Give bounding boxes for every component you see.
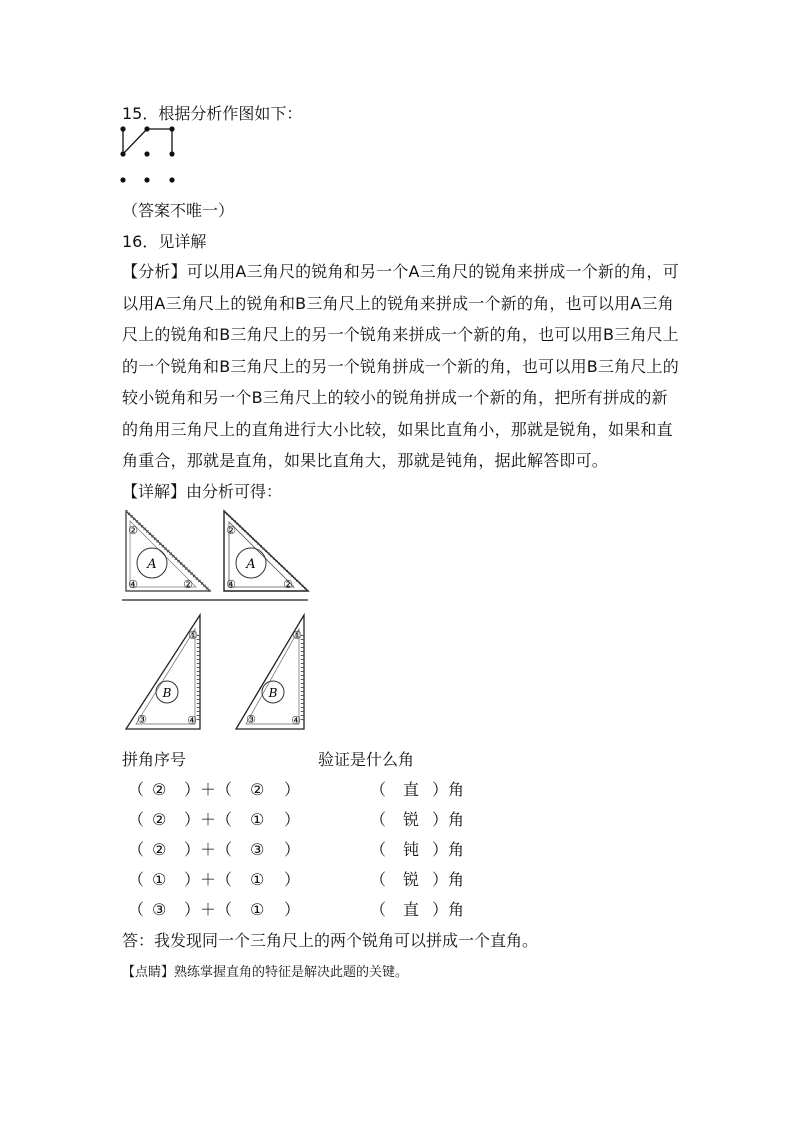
grid-dot (144, 151, 149, 156)
drawn-path (123, 129, 172, 154)
paren: （ (128, 810, 145, 829)
dot-grid-figure (112, 120, 184, 190)
ruler-b-right (236, 615, 304, 729)
plus-sign: ）＋（ (184, 780, 233, 799)
result-answer: 锐 (403, 810, 420, 829)
result-suffix: ）角 (432, 780, 465, 799)
ruler-corner-label: ④ (128, 578, 138, 591)
result-suffix: ）角 (432, 870, 465, 889)
ruler-corner-label: ① (188, 629, 198, 642)
table-col-verification: 验证是什么角 (318, 750, 415, 769)
angle-a: ② (152, 840, 167, 859)
ruler-b-left (126, 615, 200, 729)
result-answer: 直 (403, 780, 420, 799)
angle-b: ③ (250, 840, 265, 859)
ruler-corner-label: ④ (226, 578, 236, 591)
ruler-a-label: A (246, 557, 256, 572)
grid-dot (144, 177, 149, 182)
q15-note: （答案不唯一） (122, 201, 235, 220)
angle-a: ① (152, 870, 167, 889)
paren: ） (284, 810, 301, 829)
result-answer: 直 (403, 900, 420, 919)
result-suffix: ）角 (432, 900, 465, 919)
paren: （ (370, 870, 387, 889)
plus-sign: ）＋（ (184, 810, 233, 829)
paren: （ (128, 870, 145, 889)
paren: ） (284, 870, 301, 889)
angle-a: ③ (152, 900, 167, 919)
plus-sign: ）＋（ (184, 870, 233, 889)
ruler-corner-label: ④ (187, 714, 197, 727)
paren: （ (370, 810, 387, 829)
angle-b: ① (250, 900, 265, 919)
ruler-corner-label: ④ (291, 714, 301, 727)
triangle-rulers-figure (118, 505, 318, 737)
result-answer: 锐 (403, 870, 420, 889)
ruler-corner-label: ② (183, 578, 193, 591)
ruler-a-left (126, 511, 210, 591)
dot-grid (120, 126, 174, 182)
ruler-b-label: B (268, 686, 278, 700)
ruler-corner-label: ② (128, 524, 138, 537)
angle-a: ② (152, 810, 167, 829)
result-suffix: ）角 (432, 840, 465, 859)
paren: ） (284, 840, 301, 859)
ruler-a-label: A (147, 557, 157, 572)
grid-dot (169, 177, 174, 182)
q16-detail-heading: 【详解】由分析可得： (122, 482, 283, 501)
q16-answer: 答：我发现同一个三角尺上的两个锐角可以拼成一个直角。 (122, 931, 539, 950)
q16-heading: 16．见详解 (122, 232, 207, 251)
plus-sign: ）＋（ (184, 900, 233, 919)
paren: ） (284, 900, 301, 919)
angle-b: ① (250, 870, 265, 889)
plus-sign: ）＋（ (184, 840, 233, 859)
table-col-combination: 拼角序号 (122, 750, 187, 769)
q16-analysis: 【分析】可以用A三角尺的锐角和另一个A三角尺的锐角来拼成一个新的角，可以用A三角尺上的锐角和B三角尺上的锐角来拼成一个新的角，也可以用A三角尺上的锐角和B三角尺上的另一个锐角来拼成一个新的角，也可以用B三角尺上的一个锐角和B三角尺上的另一个锐角拼成一个新的角，也可以用B三角尺上的较小锐角和另一个B三角尺上的较小的锐角拼成一个新的角，把所有拼成的新的角用三角尺上的直角进行大小比较，如果比直角小，那就是锐角，如果和直角重合，那就是直角，如果比直角大，那就是钝角，据此解答即可。 (122, 262, 679, 470)
ruler-corner-label: ② (226, 524, 236, 537)
ruler-corner-label: ① (292, 629, 302, 642)
q15-heading: 15．根据分析作图如下： (122, 104, 303, 123)
q16-tip: 【点睛】熟练掌握直角的特征是解决此题的关键。 (122, 965, 409, 980)
angle-b: ② (250, 780, 265, 799)
angle-b: ① (250, 810, 265, 829)
paren: ） (284, 780, 301, 799)
result-suffix: ）角 (432, 810, 465, 829)
ruler-corner-label: ② (283, 578, 293, 591)
paren: （ (370, 840, 387, 859)
ruler-a-right (224, 511, 308, 591)
angle-a: ② (152, 780, 167, 799)
paren: （ (128, 840, 145, 859)
ruler-corner-label: ③ (137, 713, 147, 726)
paren: （ (370, 900, 387, 919)
paren: （ (128, 900, 145, 919)
ruler-b-label: B (162, 686, 172, 700)
grid-dot (120, 177, 125, 182)
paren: （ (128, 780, 145, 799)
paren: （ (370, 780, 387, 799)
ruler-corner-label: ③ (246, 713, 256, 726)
result-answer: 钝 (403, 840, 420, 859)
